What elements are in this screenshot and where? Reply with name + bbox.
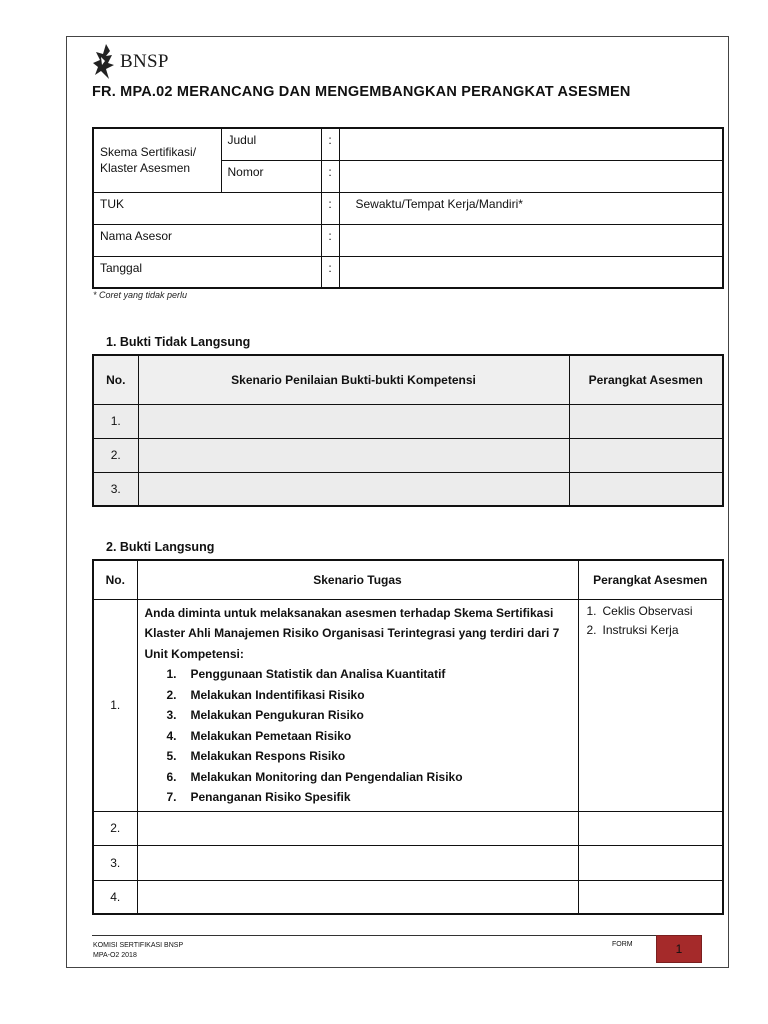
unit-item: 4. Melakukan Pemetaan Risiko bbox=[166, 728, 352, 743]
scenario-task-cell bbox=[137, 599, 578, 811]
row-number: 3. bbox=[93, 845, 137, 880]
colon: : bbox=[321, 256, 339, 288]
form-title: FR. MPA.02 MERANCANG DAN MENGEMBANGKAN PERANGKAT ASESMEN bbox=[92, 84, 631, 100]
unit-item: 5. Melakukan Respons Risiko bbox=[166, 749, 346, 763]
page-number: 1 bbox=[656, 935, 702, 963]
unit-list bbox=[167, 664, 571, 808]
section2-title: 2. Bukti Langsung bbox=[106, 540, 215, 554]
row-number: 3. bbox=[93, 472, 138, 506]
info-table bbox=[92, 127, 724, 289]
judul-label: Judul bbox=[221, 128, 321, 160]
colon: : bbox=[321, 160, 339, 192]
footnote: * Coret yang tidak perlu bbox=[93, 290, 188, 300]
direct-evidence-table bbox=[92, 559, 724, 915]
col-scenario: Skenario Tugas bbox=[137, 560, 578, 599]
tools-cell[interactable] bbox=[569, 404, 723, 438]
colon: : bbox=[321, 192, 339, 224]
row-number: 2. bbox=[93, 438, 138, 472]
unit-item: 3. Melakukan Pengukuran Risiko bbox=[166, 708, 364, 722]
unit-item: 2. Melakukan Indentifikasi Risiko bbox=[166, 687, 365, 702]
tools-cell bbox=[578, 599, 723, 811]
indirect-evidence-table bbox=[92, 354, 724, 507]
footer-org bbox=[93, 941, 183, 961]
asesor-label: Nama Asesor bbox=[93, 224, 321, 256]
tools-cell[interactable] bbox=[569, 472, 723, 506]
col-scenario: Skenario Penilaian Bukti-bukti Kompetensi bbox=[138, 355, 569, 404]
nomor-label: Nomor bbox=[221, 160, 321, 192]
scenario-intro: Anda diminta untuk melaksanakan asesmen terhadap Skema Sertifikasi Klaster Ahli Manajemen Risiko Organisasi Terintegrasi yang terdiri dari 7 Unit Kompetensi: bbox=[144, 605, 560, 661]
colon: : bbox=[321, 224, 339, 256]
tools-cell[interactable] bbox=[578, 845, 723, 880]
tool-item: 2. Instruksi Kerja bbox=[586, 622, 679, 637]
unit-item: 1. Penggunaan Statistik dan Analisa Kuantitatif bbox=[166, 667, 446, 681]
scenario-cell[interactable] bbox=[137, 811, 578, 845]
tool-item: 1. Ceklis Observasi bbox=[586, 603, 693, 618]
nomor-value[interactable] bbox=[339, 160, 723, 192]
judul-value[interactable] bbox=[339, 128, 723, 160]
scenario-cell[interactable] bbox=[137, 845, 578, 880]
row-number: 2. bbox=[93, 811, 137, 845]
row-number: 1. bbox=[93, 404, 138, 438]
bnsp-logo bbox=[92, 42, 169, 82]
scenario-cell[interactable] bbox=[137, 880, 578, 914]
tools-cell[interactable] bbox=[578, 880, 723, 914]
unit-item: 7. Penanganan Risiko Spesifik bbox=[166, 790, 351, 804]
tanggal-value[interactable] bbox=[339, 256, 723, 288]
scenario-cell[interactable] bbox=[138, 404, 569, 438]
col-no: No. bbox=[93, 560, 137, 599]
tuk-value[interactable]: Sewaktu/Tempat Kerja/Mandiri* bbox=[339, 192, 723, 224]
unit-item: 6. Melakukan Monitoring dan Pengendalian Risiko bbox=[166, 769, 463, 784]
row-number: 1. bbox=[93, 599, 137, 811]
col-tools: Perangkat Asesmen bbox=[569, 355, 723, 404]
footer-code: MPA-O2 2018 bbox=[93, 952, 137, 959]
scenario-cell[interactable] bbox=[138, 438, 569, 472]
footer-divider bbox=[92, 935, 656, 936]
footer-org-name: KOMISI SERTIFIKASI BNSP bbox=[93, 942, 184, 949]
tools-cell[interactable] bbox=[569, 438, 723, 472]
col-no: No. bbox=[93, 355, 138, 404]
row-number: 4. bbox=[93, 880, 137, 914]
scenario-cell[interactable] bbox=[138, 472, 569, 506]
bnsp-emblem-icon bbox=[92, 43, 118, 81]
skema-label: Skema Sertifikasi/ Klaster Asesmen bbox=[93, 128, 221, 192]
tuk-label: TUK bbox=[93, 192, 321, 224]
tools-list bbox=[587, 602, 715, 640]
tools-cell[interactable] bbox=[578, 811, 723, 845]
col-tools: Perangkat Asesmen bbox=[578, 560, 723, 599]
tanggal-label: Tanggal bbox=[93, 256, 321, 288]
section1-title: 1. Bukti Tidak Langsung bbox=[106, 335, 251, 349]
asesor-value[interactable] bbox=[339, 224, 723, 256]
footer-form-label: FORM bbox=[612, 941, 633, 948]
logo-text: BNSP bbox=[120, 51, 169, 72]
colon: : bbox=[321, 128, 339, 160]
